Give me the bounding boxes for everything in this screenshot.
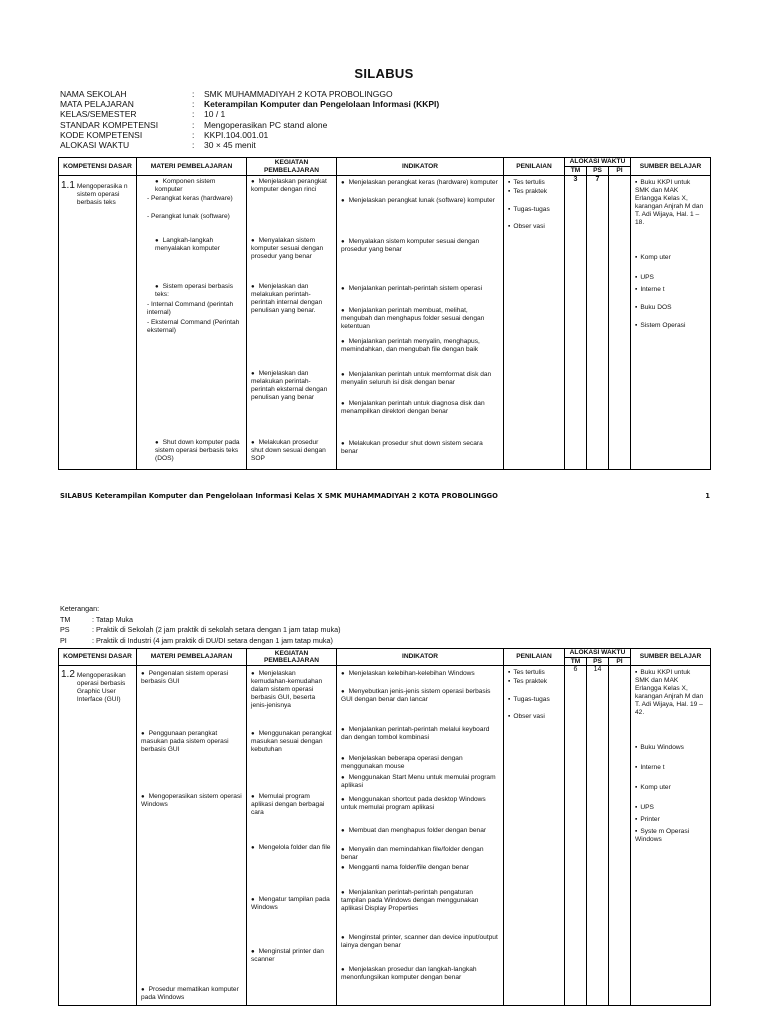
header-label: NAMA SEKOLAH xyxy=(60,89,127,99)
list-item: ▪ Buku KKPI untuk SMK dan MAK Erlangga Kelas X, karangan Anjrah M dan T. Adi Wijaya, Hal. 1 – 18. xyxy=(635,179,706,227)
list-item: ▪ Tes praktek xyxy=(508,678,560,686)
document-title: SILABUS xyxy=(354,66,414,81)
keterangan-item: PI : Praktik di Industri (4 jam praktik di DU/DI setara dengan 1 jam tatap muka) xyxy=(60,635,333,645)
list-item: ● Mengatur tampilan pada Windows xyxy=(251,896,332,912)
list-item: ● Melakukan prosedur shut down sistem secara benar xyxy=(341,440,499,456)
col-header-pi: PI xyxy=(609,657,631,666)
ps-cell: 14 xyxy=(587,666,609,1006)
keterangan xyxy=(60,604,341,646)
kd-text: Mengoperasikan operasi berbasis Graphic User Interface (GUI) xyxy=(76,672,126,703)
list-item: ▪ Printer xyxy=(635,816,706,824)
ps-cell: 7 xyxy=(587,176,609,470)
list-item: ▪ UPS xyxy=(635,274,706,282)
list-item: ● Menjelaskan kelebihan-kelebihan Windows xyxy=(341,670,499,678)
list-item: ● Menjelaskan perangkat keras (hardware) komputer xyxy=(341,179,499,187)
pi-cell xyxy=(609,176,631,470)
list-item: ▪ Syste m Operasi Windows xyxy=(635,828,706,844)
header-colon: : xyxy=(192,129,195,140)
list-item: ▪ Tes praktek xyxy=(508,188,560,196)
list-item: ▪ Interne t xyxy=(635,764,706,772)
tm-cell: 6 xyxy=(565,666,587,1006)
list-item: ● Penggunaan perangkat masukan pada sistem operasi berbasis GUI xyxy=(141,730,242,754)
list-item: ● Menjalankan perintah-perintah pengaturan tampilan pada Windows dengan menggunakan aplikasi Display Properties xyxy=(341,889,499,913)
list-item: ● Menjelaskan dan melakukan perintah-perintah eksternal dengan penulisan yang benar xyxy=(251,370,332,402)
list-item: ● Menggunakan Start Menu untuk memulai program aplikasi xyxy=(341,774,499,790)
list-item: ▪ Tes tertulis xyxy=(508,179,560,187)
header-colon: : xyxy=(192,119,195,130)
list-item: ▪ Buku Windows xyxy=(635,744,706,752)
kd-text: Mengoperasika n sistem operasi berbasis teks xyxy=(76,183,128,206)
header-row xyxy=(60,89,439,99)
header-value: SMK MUHAMMADIYAH 2 KOTA PROBOLINGGO xyxy=(204,89,393,99)
header-value: 10 / 1 xyxy=(204,109,226,120)
keterangan-item: PS : Praktik di Sekolah (2 jam praktik di sekolah setara dengan 1 jam tatap muka) xyxy=(60,625,341,635)
materi-cell xyxy=(137,666,247,1006)
col-header-alokasi: ALOKASI WAKTU xyxy=(565,158,631,167)
list-item: ● Menjelaskan dan melakukan perintah-perintah internal dengan penulisan yang benar. xyxy=(251,283,332,315)
list-item: ▪ Sistem Operasi xyxy=(635,322,706,330)
list-item: ● Membuat dan menghapus folder dengan benar xyxy=(341,827,499,835)
header-label: STANDAR KOMPETENSI xyxy=(60,119,159,130)
list-item xyxy=(251,948,332,956)
header-value: KKPI.104.001.01 xyxy=(204,129,269,140)
keterangan-item: TM : Tatap Muka xyxy=(60,614,134,624)
page-footer xyxy=(60,492,710,500)
col-header-kd: KOMPETENSI DASAR xyxy=(59,158,137,176)
kegiatan-cell xyxy=(247,176,337,470)
col-header-sumber: SUMBER BELAJAR xyxy=(631,649,711,666)
list-item: ● Menjalankan perintah untuk memformat disk dan menyalin seluruh isi disk dengan benar xyxy=(341,371,499,387)
list-item: - Perangkat lunak (software) xyxy=(147,213,230,220)
list-item: ▪ Buku DOS xyxy=(635,304,706,312)
page-number: 1 xyxy=(705,492,710,500)
list-item: ● Melakukan prosedur shut down sesuai dengan SOP xyxy=(251,439,332,463)
list-item: ▪ Buku KKPI untuk SMK dan MAK Erlangga Kelas X, karangan Anjrah M dan T. Adi Wijaya, Hal. 19 – 42. xyxy=(635,669,706,717)
list-item: ● Menjalankan perintah untuk diagnosa disk dan menampilkan direktori dengan benar xyxy=(341,400,499,416)
col-header-penilaian: PENILAIAN xyxy=(504,649,565,666)
list-item: ● Langkah-langkah menyalakan komputer xyxy=(141,237,242,253)
header-label: KELAS/SEMESTER xyxy=(60,109,137,120)
list-item: ● Memulai program aplikasi dengan berbagai cara xyxy=(251,793,332,817)
sumber-cell xyxy=(631,666,711,1006)
sumber-cell xyxy=(631,176,711,470)
header-value: Mengoperasikan PC stand alone xyxy=(204,119,328,130)
list-item: ● Komponen sistem komputer xyxy=(141,178,242,194)
list-item: - Perangkat keras (hardware) xyxy=(147,195,233,202)
header-label: MATA PELAJARAN xyxy=(60,99,134,110)
col-header-kegiatan: KEGIATAN PEMBELAJARAN xyxy=(247,158,337,176)
list-item: ● Mengganti nama folder/file dengan benar xyxy=(341,864,499,872)
list-item: ● Pengenalan sistem operasi berbasis GUI xyxy=(141,670,242,686)
col-header-ps: PS xyxy=(587,167,609,176)
list-item: ● Menyalakan sistem komputer sesuai dengan prosedur yang benar xyxy=(251,237,332,261)
col-header-alokasi: ALOKASI WAKTU xyxy=(565,649,631,658)
syllabus-table-1 xyxy=(58,157,711,470)
col-header-indikator: INDIKATOR xyxy=(337,649,504,666)
list-item: ● Menjelaskan prosedur dan langkah-langkah menonfungsikan komputer dengan benar xyxy=(341,966,499,982)
header-row xyxy=(60,109,439,119)
list-item: ● Menyalin dan memindahkan file/folder dengan benar xyxy=(341,846,499,862)
kd-cell xyxy=(59,176,137,470)
kd-number: 1.1 xyxy=(61,180,75,191)
list-item: ▪ Tugas-tugas xyxy=(508,696,560,704)
header-info xyxy=(60,89,439,150)
header-colon: : xyxy=(192,99,195,110)
materi-cell xyxy=(137,176,247,470)
col-header-indikator: INDIKATOR xyxy=(337,158,504,176)
list-item: ▪ Tes tertulis xyxy=(508,669,560,677)
indikator-cell xyxy=(337,176,504,470)
list-item: ● Menjelaskan perangkat komputer dengan rinci xyxy=(251,178,332,194)
col-header-kegiatan: KEGIATAN PEMBELAJARAN xyxy=(247,649,337,666)
footer-text: SILABUS Keterampilan Komputer dan Pengelolaan Informasi Kelas X SMK MUHAMMADIYAH 2 KOTA PROBOLINGGO xyxy=(60,492,498,500)
header-colon: : xyxy=(192,140,195,151)
pi-cell xyxy=(609,666,631,1006)
table-row xyxy=(59,666,711,1006)
header-colon: : xyxy=(192,109,195,120)
list-item: ● Menjelaskan beberapa operasi dengan menggunakan mouse xyxy=(341,755,499,771)
col-header-tm: TM xyxy=(565,657,587,666)
list-item: ● Menginstal printer, scanner dan device input/output lainya dengan benar xyxy=(341,934,499,950)
penilaian-cell xyxy=(504,666,565,1006)
list-item: ● Menjalankan perintah-perintah sistem operasi xyxy=(341,285,499,293)
list-item: ▪ Komp uter xyxy=(635,254,706,262)
header-label: ALOKASI WAKTU xyxy=(60,140,130,151)
header-colon: : xyxy=(192,89,195,99)
col-header-sumber: SUMBER BELAJAR xyxy=(631,158,711,176)
list-item: - Eksternal Command (Perintah eksternal) xyxy=(147,319,240,334)
list-item: ● Menginstal printer dan scanner xyxy=(251,948,332,964)
list-item: ● Menjalankan perintah membuat, melihat, mengubah dan menghapus folder sesuai dengan ketentuan xyxy=(341,307,499,331)
col-header-pi: PI xyxy=(609,167,631,176)
indikator-cell xyxy=(337,666,504,1006)
kd-number: 1.2 xyxy=(61,669,75,680)
list-item: - Internal Command (perintah internal) xyxy=(147,301,234,316)
list-item: ▪ Obser vasi xyxy=(508,713,560,721)
header-row xyxy=(60,99,439,109)
list-item: ● Shut down komputer pada sistem operasi berbasis teks (DOS) xyxy=(141,439,242,463)
header-label: KODE KOMPETENSI xyxy=(60,129,143,140)
col-header-ps: PS xyxy=(587,657,609,666)
table-row xyxy=(59,176,711,470)
col-header-penilaian: PENILAIAN xyxy=(504,158,565,176)
col-header-kd: KOMPETENSI DASAR xyxy=(59,649,137,666)
list-item: ▪ Interne t xyxy=(635,286,706,294)
list-item: ▪ Obser vasi xyxy=(508,223,560,231)
list-item: ● Menyalakan sistem komputer sesuai dengan prosedur yang benar xyxy=(341,238,499,254)
list-item: ● Menjalankan perintah-perintah melalui keyboard dan dengan tombol kombinasi xyxy=(341,726,499,742)
keterangan-title: Keterangan: xyxy=(60,604,100,613)
list-item: ● Mengoperasikan sistem operasi Windows xyxy=(141,793,242,809)
kegiatan-cell xyxy=(247,666,337,1006)
list-item: ● Menjelaskan perangkat lunak (software) komputer xyxy=(341,197,499,205)
col-header-tm: TM xyxy=(565,167,587,176)
header-value: 30 × 45 menit xyxy=(204,140,256,151)
col-header-materi: MATERI PEMBELAJARAN xyxy=(137,158,247,176)
header-row xyxy=(60,130,439,140)
header-row xyxy=(60,120,439,130)
list-item: ● Menjalankan perintah menyalin, menghapus, memindahkan, dan mengubah file dengan baik xyxy=(341,338,499,354)
list-item: ▪ Tugas-tugas xyxy=(508,206,560,214)
penilaian-cell xyxy=(504,176,565,470)
list-item: ● Mengelola folder dan file xyxy=(251,844,332,852)
list-item: ● Prosedur mematikan komputer pada Windows xyxy=(141,986,242,1002)
tm-cell: 3 xyxy=(565,176,587,470)
list-item: ● Menggunakan perangkat masukan sesuai dengan kebutuhan xyxy=(251,730,332,754)
list-item: ▪ UPS xyxy=(635,804,706,812)
list-item: ▪ Komp uter xyxy=(635,784,706,792)
list-item: ● Menjelaskan kemudahan-kemudahan dalam sistem operasi berbasis GUI, beserta jenis-jenisnya xyxy=(251,670,332,710)
header-value: Keterampilan Komputer dan Pengelolaan Informasi (KKPI) xyxy=(204,99,440,110)
list-item: ● Menggunakan shortcut pada desktop Windows untuk memulai program aplikasi xyxy=(341,796,499,812)
list-item: ● Sistem operasi berbasis teks: xyxy=(141,283,242,299)
syllabus-table-2 xyxy=(58,648,711,1006)
list-item: ● Menyebutkan jenis-jenis sistem operasi berbasis GUI dengan benar dan lancar xyxy=(341,688,499,704)
header-row xyxy=(60,140,439,150)
col-header-materi: MATERI PEMBELAJARAN xyxy=(137,649,247,666)
kd-cell xyxy=(59,666,137,1006)
